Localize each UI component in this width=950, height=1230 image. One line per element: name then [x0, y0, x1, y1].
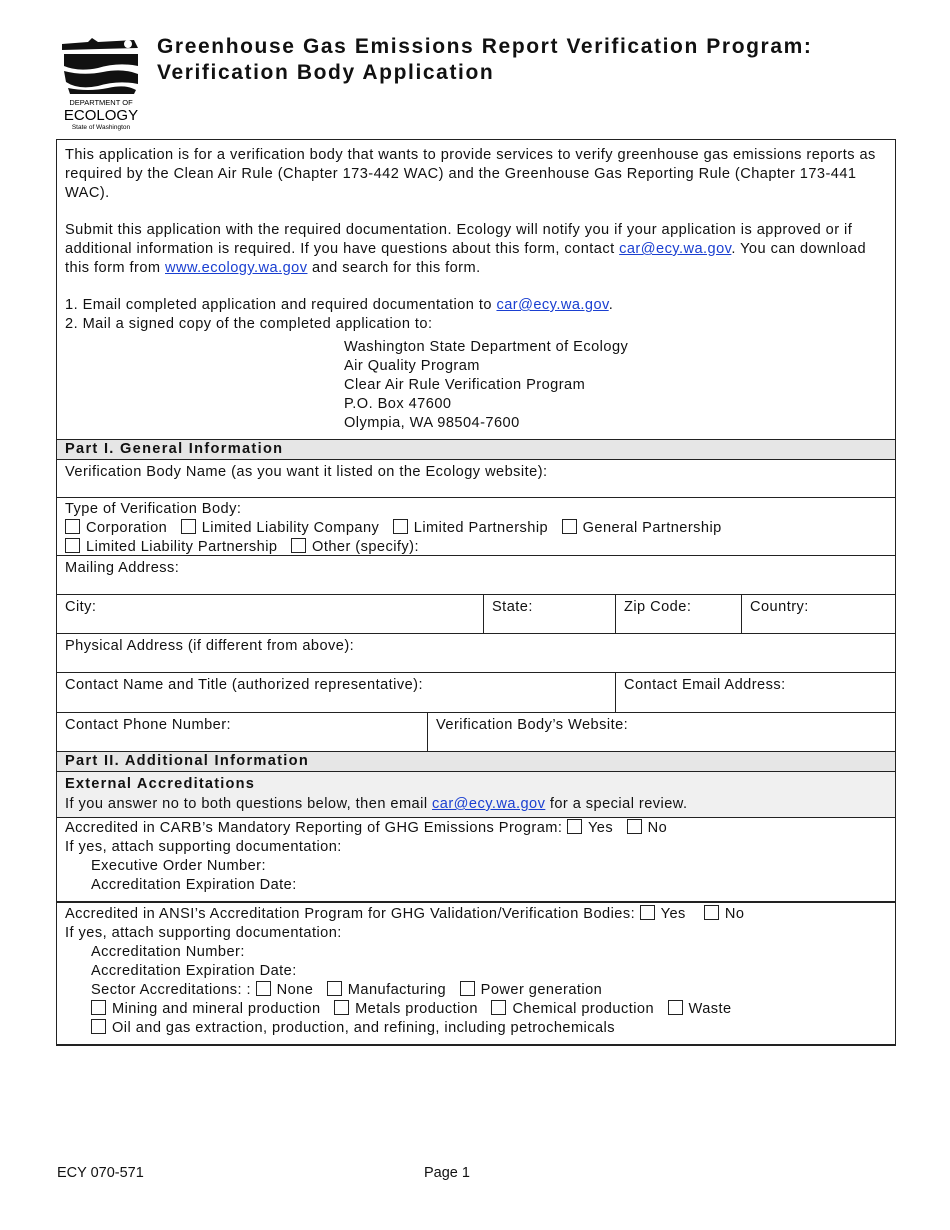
- email-link[interactable]: car@ecy.wa.gov: [619, 241, 732, 257]
- sectors-row-3: Oil and gas extraction, production, and refining, including petrochemicals: [65, 1019, 744, 1038]
- carb-yes-checkbox[interactable]: [567, 819, 582, 834]
- exec-order-field[interactable]: Executive Order Number:: [91, 858, 266, 874]
- type-options-row-2: Limited Liability Partnership Other (specify):: [65, 538, 722, 557]
- ansi-no-checkbox[interactable]: [704, 905, 719, 920]
- gp-checkbox[interactable]: [562, 519, 577, 534]
- sector-metals-checkbox[interactable]: [334, 1000, 349, 1015]
- part1-heading: Part I. General Information: [57, 439, 895, 460]
- carb-expiration-field[interactable]: Accreditation Expiration Date:: [91, 877, 297, 893]
- step-2: 2. Mail a signed copy of the completed application to:: [65, 316, 433, 332]
- zip-field[interactable]: Zip Code:: [615, 595, 741, 633]
- svg-text:DEPARTMENT OF: DEPARTMENT OF: [69, 98, 133, 107]
- phone-field[interactable]: Contact Phone Number:: [65, 717, 232, 733]
- sector-manufacturing-checkbox[interactable]: [327, 981, 342, 996]
- accreditation-number-field[interactable]: Accreditation Number:: [91, 944, 245, 960]
- type-options-row-1: Corporation Limited Liability Company Limited Partnership General Partnership: [65, 519, 722, 538]
- website-link[interactable]: www.ecology.wa.gov: [165, 260, 308, 276]
- contact-row: [57, 673, 895, 713]
- carb-section: Accredited in CARB’s Mandatory Reporting of GHG Emissions Program: Yes No If yes, attach supporting documentation: Executive Order Number: Accreditation Expiration Date:: [57, 818, 895, 903]
- page-number: Page 1: [424, 1165, 470, 1181]
- title-line-2: Verification Body Application: [157, 61, 495, 84]
- sectors-row-2: Mining and mineral production Metals production Chemical production Waste: [65, 1000, 744, 1019]
- contact-name-field[interactable]: Contact Name and Title (authorized representative):: [65, 677, 423, 693]
- application-form: [56, 139, 896, 1046]
- svg-text:State of Washington: State of Washington: [71, 124, 131, 131]
- document-title: [157, 34, 812, 86]
- ansi-expiration-field[interactable]: Accreditation Expiration Date:: [91, 963, 297, 979]
- sector-mining-checkbox[interactable]: [91, 1000, 106, 1015]
- mailing-address-field[interactable]: Mailing Address:: [57, 556, 895, 595]
- ansi-yes-checkbox[interactable]: [640, 905, 655, 920]
- title-line-1: Greenhouse Gas Emissions Report Verification Program:: [157, 35, 813, 58]
- city-field[interactable]: City:: [65, 599, 97, 615]
- intro-paragraph-1: This application is for a verification body that wants to provide services to verify greenhouse gas emissions reports as required by the Clean Air Rule (Chapter 173-442 WAC) and the Greenhouse Gas Reporting Rule (Chapter 173-441 WAC).: [65, 147, 876, 201]
- state-field[interactable]: State:: [483, 595, 615, 633]
- llc-checkbox[interactable]: [181, 519, 196, 534]
- ecology-logo: [58, 36, 144, 132]
- email-link[interactable]: car@ecy.wa.gov: [496, 297, 609, 313]
- other-checkbox[interactable]: [291, 538, 306, 553]
- type-field: Type of Verification Body: Corporation Limited Liability Company Limited Partnership General Partnership Limited Liability Partnership Other (specify):: [57, 498, 895, 556]
- contact-email-field[interactable]: Contact Email Address:: [615, 673, 895, 712]
- website-field[interactable]: Verification Body’s Website:: [427, 713, 895, 751]
- intro-paragraph-2: Submit this application with the required documentation. Ecology will notify you if your application is approved or if additional information is required. If you have questions about this form, contact car@ecy.wa.gov. You can download this form from www.ecology.wa.gov and search for this form.: [65, 222, 867, 276]
- carb-no-checkbox[interactable]: [627, 819, 642, 834]
- ansi-section: Accredited in ANSI’s Accreditation Program for GHG Validation/Verification Bodies: Yes No If yes, attach supporting documentation: Accreditation Number: Accreditation Expiration Date: Sector Accreditations: : None Manufacturing Power generation Mining and mineral production Metals production Chemical production Waste Oil and gas extraction, production, and refining, including petrochemicals: [57, 903, 895, 1046]
- sectors-row-1: Sector Accreditations: : None Manufacturing Power generation: [91, 982, 603, 998]
- city-row: [57, 595, 895, 634]
- intro-section: [57, 140, 895, 439]
- vb-name-field[interactable]: Verification Body Name (as you want it listed on the Ecology website):: [57, 460, 895, 498]
- sector-power-checkbox[interactable]: [460, 981, 475, 996]
- lp-checkbox[interactable]: [393, 519, 408, 534]
- email-link[interactable]: car@ecy.wa.gov: [432, 796, 546, 812]
- step-1: 1. Email completed application and required documentation to car@ecy.wa.gov.: [65, 297, 614, 313]
- svg-text:ECOLOGY: ECOLOGY: [63, 107, 139, 124]
- sector-waste-checkbox[interactable]: [668, 1000, 683, 1015]
- sector-chemical-checkbox[interactable]: [491, 1000, 506, 1015]
- part2-heading: Part II. Additional Information: [57, 751, 895, 772]
- sector-oil-gas-checkbox[interactable]: [91, 1019, 106, 1034]
- llp-checkbox[interactable]: [65, 538, 80, 553]
- phone-row: [57, 713, 895, 751]
- form-number: ECY 070-571: [57, 1165, 144, 1181]
- country-field[interactable]: Country:: [741, 595, 895, 633]
- mailing-address-block: Washington State Department of Ecology Air Quality Program Clear Air Rule Verification Program P.O. Box 47600 Olympia, WA 98504-7600: [344, 339, 629, 431]
- sector-none-checkbox[interactable]: [256, 981, 271, 996]
- physical-address-field[interactable]: Physical Address (if different from above):: [57, 634, 895, 673]
- corporation-checkbox[interactable]: [65, 519, 80, 534]
- ext-note: If you answer no to both questions below, then email car@ecy.wa.gov for a special review.: [65, 796, 688, 812]
- external-accreditations: External Accreditations If you answer no to both questions below, then email car@ecy.wa.gov for a special review.: [57, 772, 895, 818]
